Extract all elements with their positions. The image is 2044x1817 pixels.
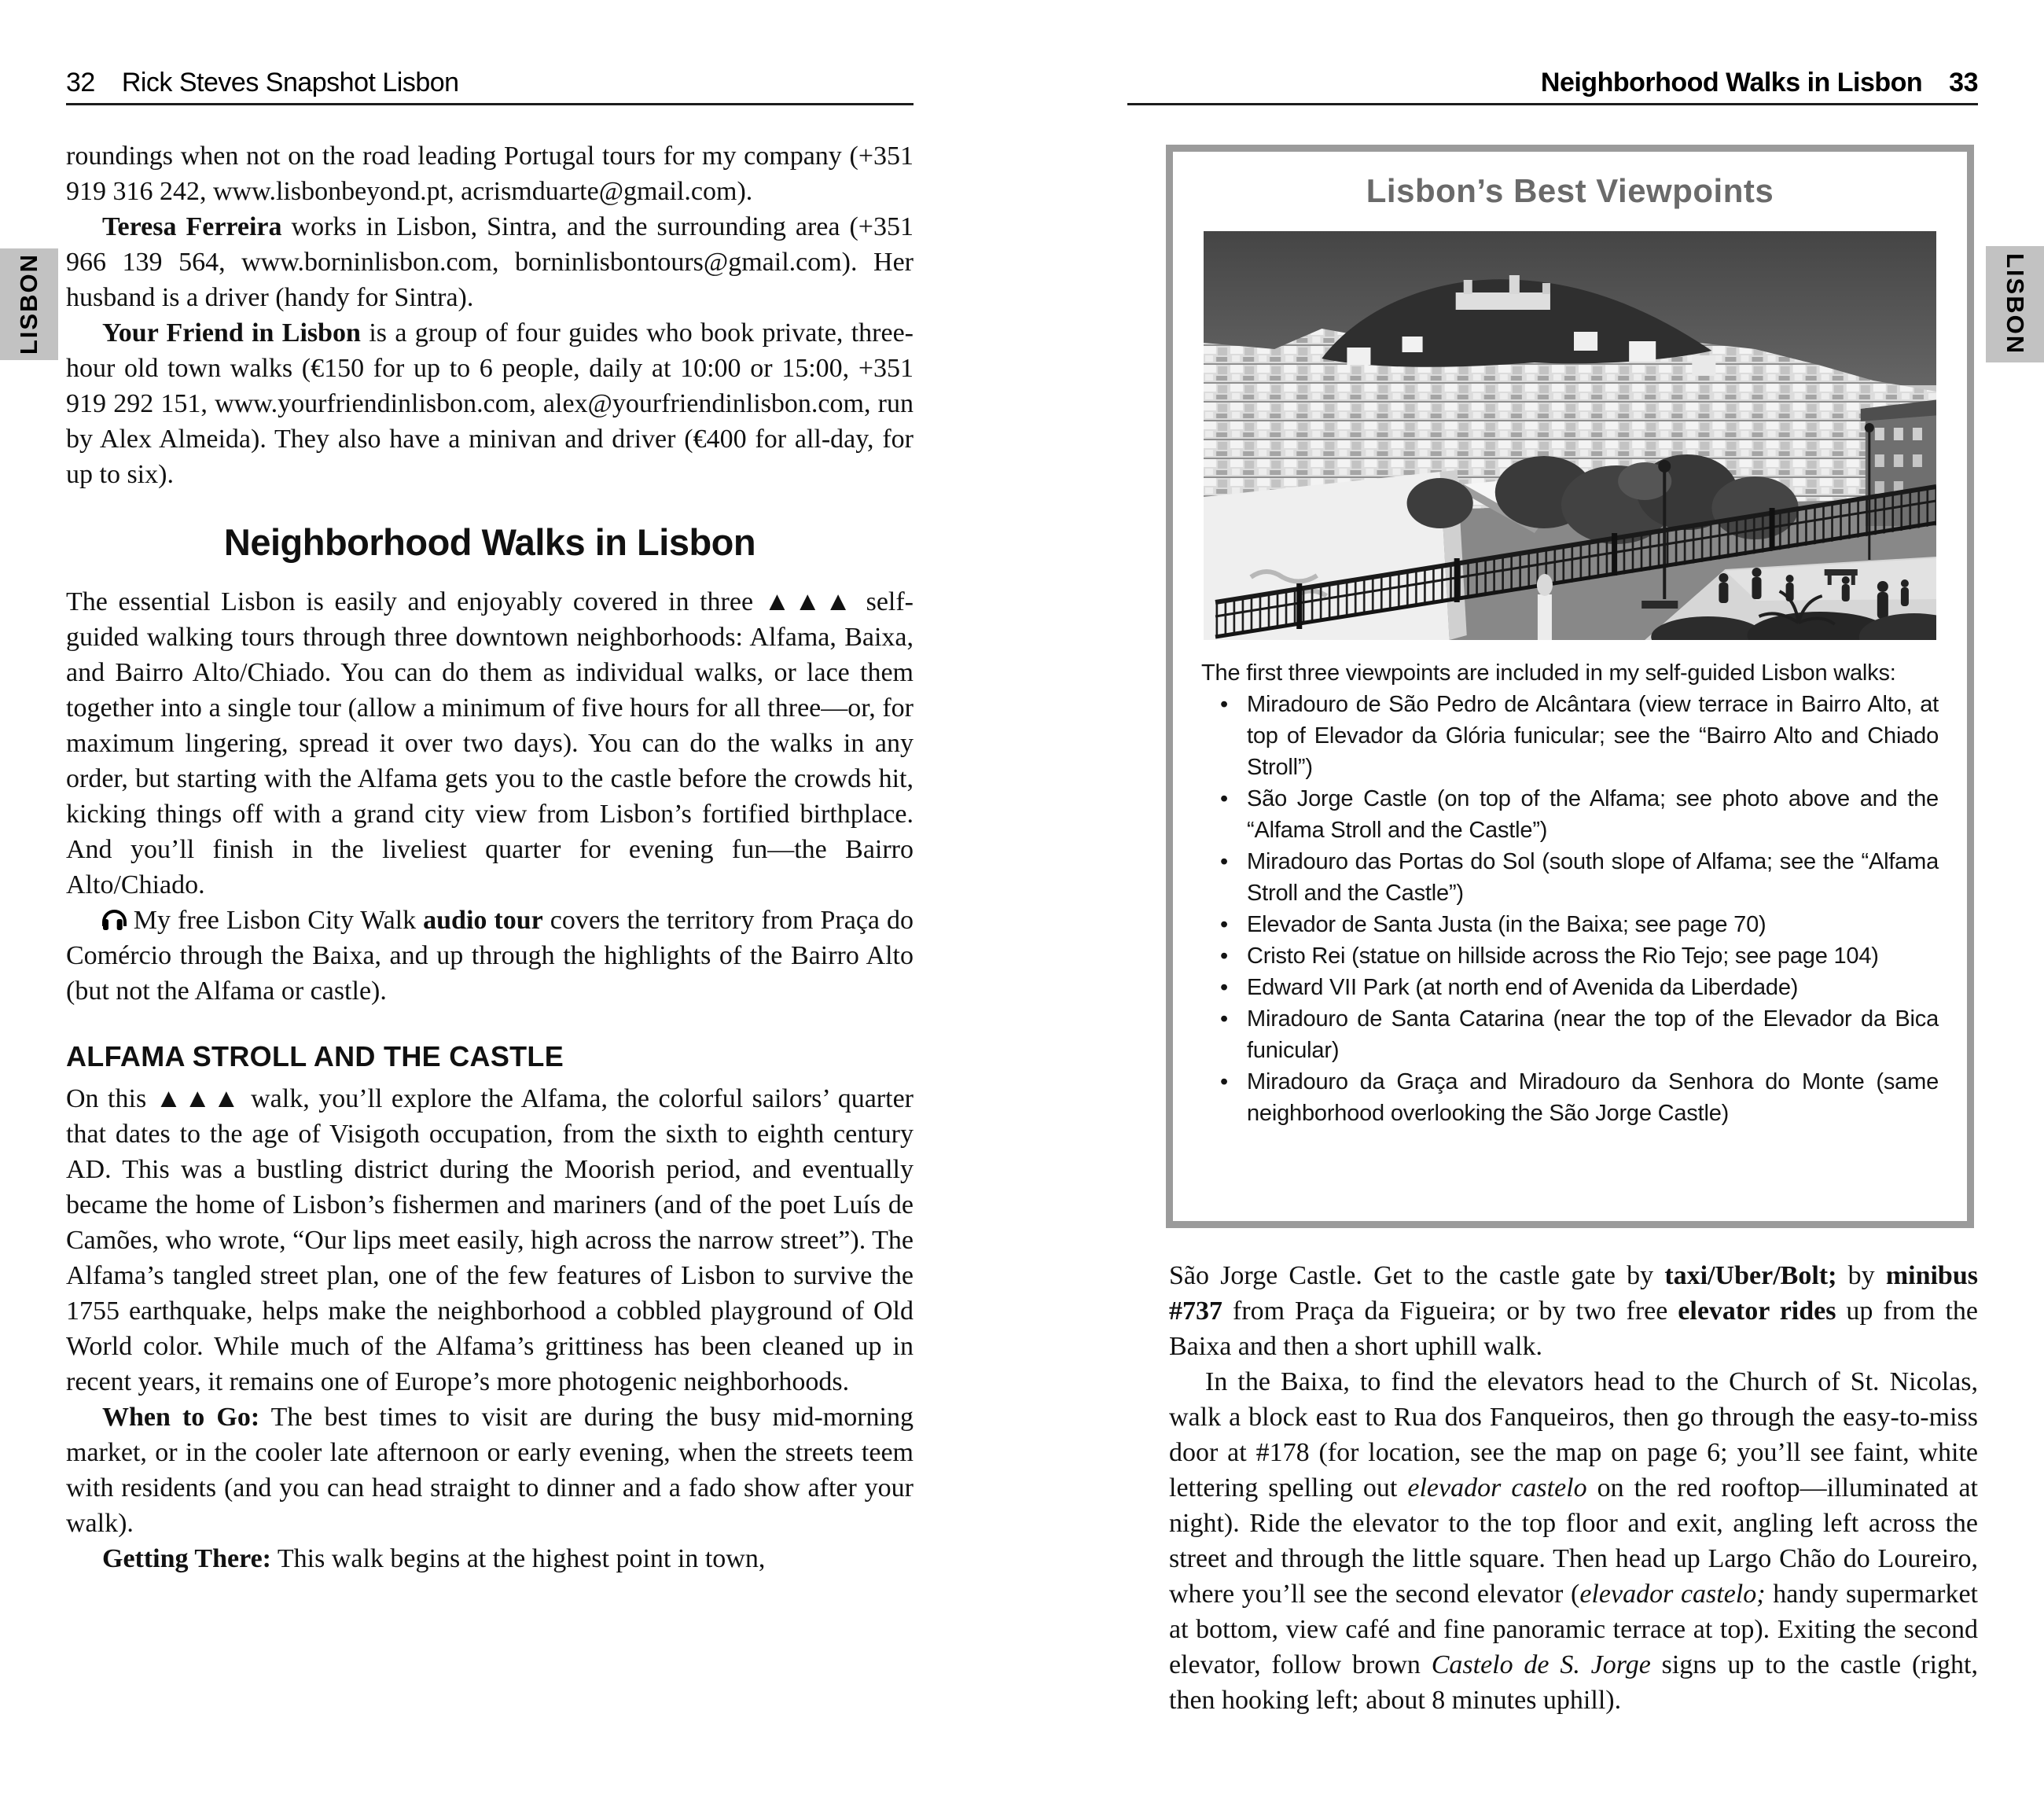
sidebar-intro: The first three viewpoints are included in my self-guided Lisbon walks: bbox=[1201, 660, 1896, 686]
left-tab-label: LISBON bbox=[15, 253, 42, 355]
right-margin-tab-lisbon bbox=[1986, 246, 2044, 362]
paragraph: São Jorge Castle. Get to the castle gate by taxi/Uber/Bolt; by minibus #737 from Praça da Figueira; or by two free elevator rides up from the Baixa and then a short uphill walk. bbox=[1169, 1261, 1978, 1361]
paragraph: roundings when not on the road leading Portugal tours for my company (+351 919 316 242, www.lisbonbeyond.pt, acrismduarte@gmail.com). bbox=[66, 142, 914, 206]
viewpoint-item: • Miradouro de São Pedro de Alcântara (view terrace in Bairro Alto, at top of Elevador da Glória funicular; see the “Bairro Alto and Chiado Stroll”) bbox=[1247, 689, 1939, 783]
right-running-head bbox=[1127, 68, 1978, 98]
left-page-column bbox=[66, 138, 914, 1576]
viewpoint-item: • Edward VII Park (at north end of Avenida da Liberdade) bbox=[1247, 972, 1939, 1003]
viewpoint-item: • Miradouro da Graça and Miradouro da Senhora do Monte (same neighborhood overlooking the São Jorge Castle) bbox=[1247, 1066, 1939, 1129]
right-page-number: 33 bbox=[1949, 68, 1978, 97]
sidebar-title: Lisbon’s Best Viewpoints bbox=[1366, 172, 1774, 209]
subsection-heading: ALFAMA STROLL AND THE CASTLE bbox=[66, 1040, 564, 1072]
paragraph: Teresa Ferreira works in Lisbon, Sintra, and the surrounding area (+351 966 139 564, www.borninlisbon.com, borninlisbontours@gmail.com). Her husband is a driver (handy for Sintra). bbox=[66, 212, 914, 312]
walks-intro-paragraphs bbox=[66, 584, 914, 1009]
right-running-head-title: Neighborhood Walks in Lisbon bbox=[1540, 68, 1923, 97]
alfama-paragraphs bbox=[66, 1081, 914, 1576]
paragraph: On this ▲▲▲ walk, you’ll explore the Alfama, the colorful sailors’ quarter that dates to the age of Visigoth occupation, from the sixth to eighth century AD. This was a bustling district during the Moorish period, and eventually became the home of Lisbon’s fishermen and mariners (and of the poet Luís de Camões, who wrote, “Our lips meet easily, high across the narrow street”). The Alfama’s tangled street plan, one of the few features of Lisbon to survive the 1755 earthquake, helps make the neighborhood a cobbled playground of Old World color. While much of the Alfama’s grittiness has been cleaned up in recent years, it remains one of Europe’s more photogenic neighborhoods. bbox=[66, 1084, 914, 1396]
right-page-column bbox=[1169, 1258, 1978, 1718]
left-header-rule bbox=[66, 103, 914, 105]
sidebar-text bbox=[1201, 657, 1939, 1129]
paragraph: The essential Lisbon is easily and enjoyably covered in three ▲▲▲ self-guided walking tours through three downtown neighborhoods: Alfama, Baixa, and Bairro Alto/Chiado. You can do them as individual walks, or lace them together into a single tour (allow a minimum of five hours for all three—or, for maximum lingering, spread it over two days). You can do the walks in any order, but starting with the Alfama gets you to the castle before the crowds hit, kicking things off with a grand city view from Lisbon’s fortified birthplace. And you’ll finish in the liveliest quarter for evening fun—the Bairro Alto/Chiado. bbox=[66, 587, 914, 899]
left-page-number: 32 bbox=[66, 68, 95, 97]
paragraph: When to Go: The best times to visit are during the busy mid-morning market, or in the cooler late afternoon or early evening, when the streets teem with residents (and you can head straight to dinner and a fado show after your walk). bbox=[66, 1403, 914, 1538]
right-header-rule bbox=[1127, 103, 1978, 105]
viewpoint-item: • Miradouro das Portas do Sol (south slope of Alfama; see the “Alfama Stroll and the Castle”) bbox=[1247, 846, 1939, 909]
viewpoint-item: • São Jorge Castle (on top of the Alfama; see photo above and the “Alfama Stroll and the Castle”) bbox=[1247, 783, 1939, 846]
paragraph: Getting There: This walk begins at the highest point in town, bbox=[102, 1544, 766, 1573]
castle-directions-paragraphs bbox=[1169, 1258, 1978, 1718]
viewpoint-item: • Elevador de Santa Justa (in the Baixa; see page 70) bbox=[1247, 909, 1939, 940]
paragraph: Your Friend in Lisbon is a group of four guides who book private, three-hour old town walks (€150 for up to 6 people, daily at 10:00 or 15:00, +351 919 292 151, www.yourfriendinlisbon.com, alex@yourfriendinlisbon.com, run by Alex Almeida). They also have a minivan and driver (€400 for all-day, for up to six). bbox=[66, 318, 914, 489]
paragraph: In the Baixa, to find the elevators head to the Church of St. Nicolas, walk a block east to Rua dos Fanqueiros, then go through the easy-to-miss door at #178 (for location, see the map on page 6; you’ll see faint, white lettering spelling out elevador castelo on the red rooftop—illuminated at night). Ride the elevator to the top floor and exit, angling left across the street and through the little square. Then head up Largo Chão do Loureiro, where you’ll see the second elevator (elevador castelo; handy supermarket at bottom, view café and fine panoramic terrace at top). Exiting the second elevator, follow brown Castelo de S. Jorge signs up to the castle (right, then hooking left; about 8 minutes uphill). bbox=[1169, 1367, 1979, 1715]
left-running-head-title: Rick Steves Snapshot Lisbon bbox=[121, 68, 459, 97]
viewpoints-list bbox=[1201, 689, 1939, 1129]
left-running-head bbox=[66, 68, 914, 98]
headphones-icon bbox=[102, 910, 127, 931]
section-heading: Neighborhood Walks in Lisbon bbox=[223, 521, 756, 563]
lisbon-viewpoint-photo bbox=[1204, 231, 1936, 640]
left-margin-tab-lisbon bbox=[0, 248, 58, 360]
right-tab-label: LISBON bbox=[2002, 253, 2029, 355]
paragraph: My free Lisbon City Walk audio tour covers the territory from Praça do Comércio through the Baixa, and up through the highlights of the Bairro Alto (but not the Alfama or castle). bbox=[66, 906, 914, 1006]
viewpoint-item: • Miradouro de Santa Catarina (near the top of the Elevador da Bica funicular) bbox=[1247, 1003, 1939, 1066]
viewpoint-item: • Cristo Rei (statue on hillside across the Rio Tejo; see page 104) bbox=[1247, 940, 1939, 972]
guides-paragraphs bbox=[66, 138, 914, 492]
viewpoints-sidebar-box bbox=[1166, 145, 1974, 1228]
